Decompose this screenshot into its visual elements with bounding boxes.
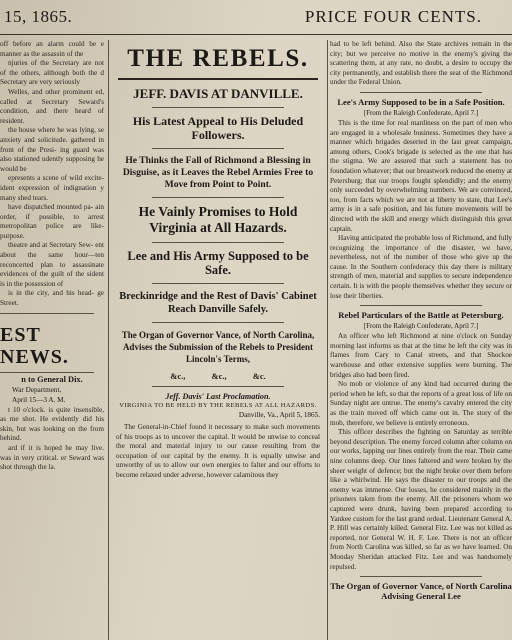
deck-headline: He Vainly Promises to Hold Virginia at All Hazards. [138,204,298,235]
section-divider [0,372,94,373]
section-divider [360,576,482,577]
left-paragraph: have dispatched mounted pa- ain order, if possible, to arrest metropolitan police are like- purpose. [0,203,104,240]
deck-divider [152,242,284,243]
left-paragraph: Welles, and other prominent ed, called at Secretary Seward's condition, and there heard of resident. [0,87,104,125]
deck-headline: JEFF. DAVIS AT DANVILLE. [133,86,303,101]
deck-headline: He Thinks the Fall of Richmond a Blessing in Disguise, as it Leaves the Rebel Armies Free to Move from Point to Point. [122,155,314,190]
source-citation: [From the Raleigh Confederate, April 7.] [363,108,479,117]
article-dateline: Danville, Va., April 5, 1865. [238,411,320,419]
dispatch-date: April 15—3 A. M. [12,395,66,404]
left-paragraph: is in the city, and his head- ge Street. [0,289,104,308]
right-column [330,40,512,640]
deck-headline: His Latest Appeal to His Deluded Followers. [132,114,304,142]
article-body: The General-in-Chief found it necessary to make such movements of his troops as to uncover the capital. It would be unwise to conceal the moral and material injury to our cause resulting from the occupation of our capital by the enemy. It is equally unwise and unworthy of us to allow our own energies to falter and our efforts to become relaxed under adverse, however calamitous they [116,423,320,479]
column-rule [327,40,328,640]
dispatch-department: War Department, [12,385,62,394]
column-rule [108,40,109,640]
source-citation: [From the Raleigh Confederate, April 7.] [363,322,479,331]
right-paragraph: This is the time for real manliness on the part of men who are engaged in a wholesale business. Sometimes they have a manner which brigades deserted in the last great campaign, among others, Cook's brigade is selected as the one that has the stigma. We are assured that such a statement has no foundation whatever; that our breastwork reduced the enemy at Petersburg; that our troops fought splendidly; and the enemy only succeeded by overwhelming numbers. We are convinced, too, from facts which we are not at liberty to state, that Lee's army is in a safe position, and his future movements will be directed with the skill and energy which distinguish this great captain. [330,118,512,233]
right-subheading: Lee's Army Supposed to be in a Safe Position. [337,96,505,107]
deck-divider [152,197,284,198]
left-paragraph: the house where he was lying, se anxiety and solicitude. gathered in front of the Presi- ing guard was also stationed udently supposing he would be [0,126,104,173]
article-kicker: VIRGINIA TO BE HELD BY THE REBELS AT ALL HAZARDS. [119,402,317,409]
left-paragraph: theatre and at Secretary Sew- ent about the same hour—ten reconcerted plan to assassinate evidences of the guilt of the sident is in the possession of [0,241,104,288]
section-divider [0,313,94,314]
dispatch-heading: n to General Dix. [21,374,83,384]
deck-divider [152,322,284,323]
left-column [0,40,104,640]
issue-date: 15, 1865. [4,7,73,26]
latest-news-headline: EST NEWS. [0,323,69,368]
section-divider [360,305,482,306]
section-divider [360,92,482,93]
headline-rule [118,78,318,80]
left-paragraph: off before an alarm could be e manner as the assassin of the [0,40,104,58]
right-paragraph: This officer describes the fighting on Saturday as terrible beyond description. The enemy forced column after column on our works, lapping our lines entirely from the rear. Their came nine columns deep. Our lines faltered and were broken by the sheer weight of defence; but the night broke over them before like a whirlwind. He says the disaster to our troops and the enemy was immense. Our losses, he considered mainly in the prisoners taken from the enemy. All the prisoners whom we captured were drunk, having been prepared according to Yankee custom for the last grand ordeal. Lieutenant General A. P. Hill was certainly killed. General Fitz. Lee was not killed as reported, nor General W. H. F. Lee. There is not an officer from North Carolina was killed, so far as we have learned. On Monday Sheridan attacked Fitz. Lee and was handsomely repulsed. [330,428,512,571]
deck-headline: Lee and His Army Supposed to be Safe. [127,249,309,277]
masthead [0,0,512,35]
right-paragraph: An officer who left Richmond at nine o'clock on Sunday morning last informs us that at the time he left the city was in flames from Cary to Canal streets, and that Shockoe warehouse and other extensive supplies were burning. The bridges also had been fired. [330,332,512,379]
issue-price: PRICE FOUR CENTS. [304,7,482,26]
right-paragraph: No mob or violence of any kind had occurred during the period when he left, so that the reports of a great loss of life on Sunday night are untrue. The enemy's cavalry entered the city as the train moved off which came out in. The story of the mob, therefore, we believe is entirely erroneous. [330,380,512,427]
left-paragraph: epresents a scene of wild excite- ident expression of indignation y many shed tears. [0,174,104,202]
et-cetera-line: &c., &c., &c. [170,371,266,381]
deck-divider [152,283,284,284]
left-paragraph: njuries of the Secretary are not of the others, although both the d Secretary are very seriously [0,59,104,87]
deck-divider [152,386,284,387]
article-subhead: Jeff. Davis' Last Proclamation. [165,392,271,401]
right-subheading: The Organ of Governor Vance, of North Carolina Advising General Lee [330,581,512,602]
left-paragraph: t 10 o'clock. is quite insensible, as me shot. He evidently did his skin, but was looking on the from behind. [0,405,104,443]
deck-divider [152,148,284,149]
right-paragraph: Having anticipated the probable loss of Richmond, and fully recognizing the importance of the disaster, we have, nevertheless, not of the number of those who give up the cause. In the Southern confederacy this day there is military strength of men, material and supplies to secure independence certain. It is with the people themselves whether they secure or lose their liberties. [330,234,512,300]
deck-divider [152,107,284,108]
deck-headline: Breckinridge and the Rest of Davis' Cabinet Reach Danville Safely. [119,291,317,315]
left-paragraph: ard if it is hoped he may live. was in very critical. er Seward was shot through the la. [0,444,104,472]
center-column [112,40,324,640]
main-headline: THE REBELS. [127,45,309,72]
right-paragraph: had to be left behind. Also the State archives remain in the city; but we perceive no motive in the enemy's giving the scattering them, at any rate, no doubt, a desire to occupy the city permanently, and establish there the seat of the Richmond under the Federal Union. [330,40,512,87]
right-subheading: Rebel Particulars of the Battle at Petersburg. [338,310,504,321]
deck-headline: The Organ of Governor Vance, of North Carolina, Advises the Submission of the Rebels to President Lincoln's Terms, [121,330,315,364]
